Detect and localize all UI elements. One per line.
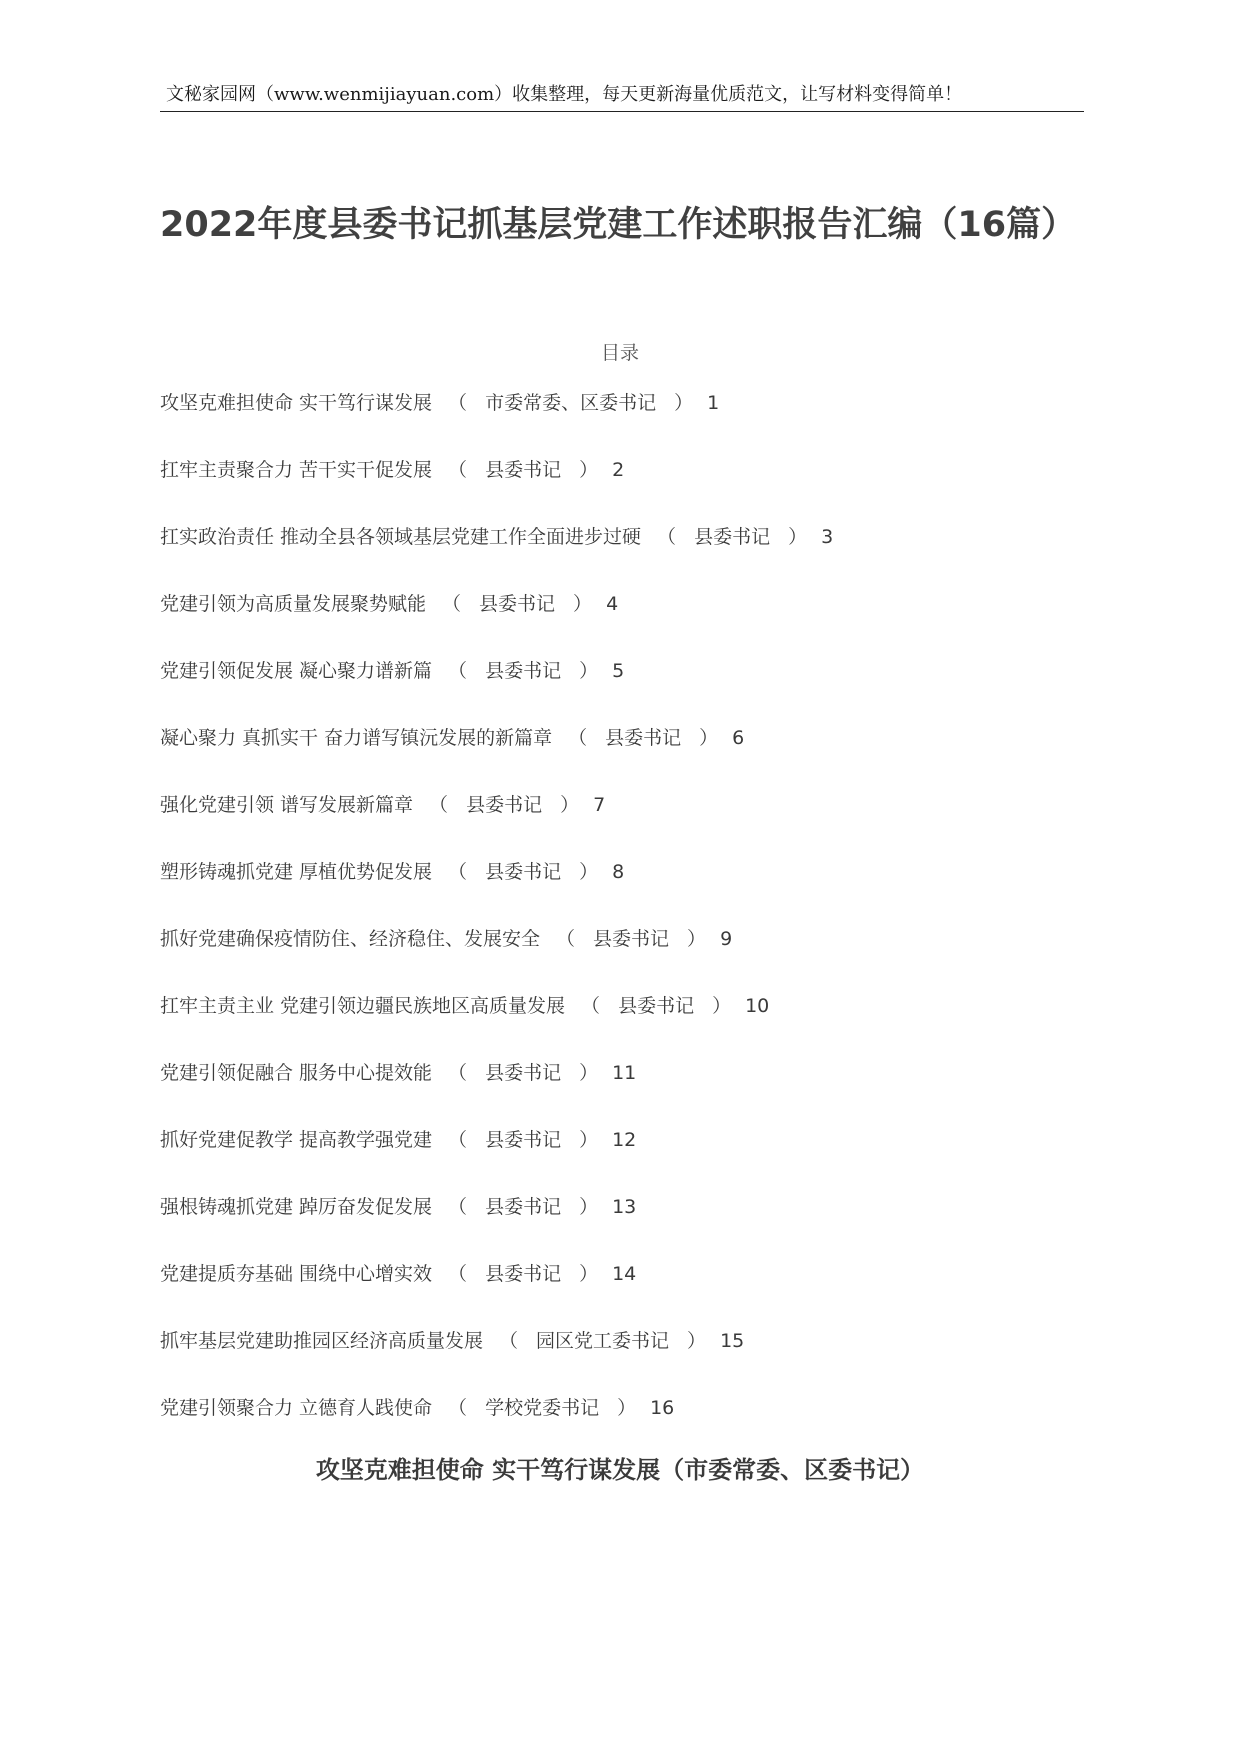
close-paren: ）: [674, 392, 694, 414]
close-paren: ）: [579, 1263, 599, 1285]
toc-entry-page-number: 3: [821, 526, 834, 548]
close-paren: ）: [617, 1397, 637, 1419]
close-paren: ）: [579, 660, 599, 682]
toc-heading: 目录: [600, 342, 639, 364]
toc-entry-role: 县委书记: [618, 995, 695, 1017]
toc-entry-page-number: 8: [612, 861, 625, 883]
open-paren: （: [657, 526, 677, 548]
toc-entry-title: 扛实政治责任 推动全县各领域基层党建工作全面进步过硬: [160, 526, 642, 548]
open-paren: （: [442, 593, 462, 615]
toc-entry-page-number: 4: [606, 593, 619, 615]
toc-entry[interactable]: [160, 1194, 1080, 1261]
open-paren: （: [448, 1062, 468, 1084]
page-header: [160, 84, 1084, 112]
toc-entry[interactable]: [160, 926, 1080, 993]
open-paren: （: [448, 1263, 468, 1285]
header-text: 文秘家园网（www.wenmijiayuan.com）收集整理，每天更新海量优质范文，让写材料变得简单！: [166, 84, 963, 105]
toc-entry-role: 县委书记: [605, 727, 682, 749]
toc-entry-title: 扛牢主责聚合力 苦干实干促发展: [160, 459, 433, 481]
close-paren: ）: [573, 593, 593, 615]
toc-entry-page-number: 15: [720, 1330, 745, 1352]
toc-entry-page-number: 7: [593, 794, 606, 816]
toc-entry-role: 县委书记: [694, 526, 771, 548]
toc-entry-title: 扛牢主责主业 党建引领边疆民族地区高质量发展: [160, 995, 566, 1017]
open-paren: （: [448, 1196, 468, 1218]
toc-entry-title: 党建引领促融合 服务中心提效能: [160, 1062, 433, 1084]
toc-entry-title: 抓牢基层党建助推园区经济高质量发展: [160, 1330, 484, 1352]
open-paren: （: [448, 392, 468, 414]
toc-entry[interactable]: [160, 457, 1080, 524]
toc-entry-role: 县委书记: [593, 928, 670, 950]
toc-entry-role: 县委书记: [485, 1062, 562, 1084]
toc-entry-title: 强化党建引领 谱写发展新篇章: [160, 794, 414, 816]
close-paren: ）: [560, 794, 580, 816]
open-paren: （: [448, 459, 468, 481]
open-paren: （: [581, 995, 601, 1017]
open-paren: （: [429, 794, 449, 816]
toc-entry-title: 党建引领为高质量发展聚势赋能: [160, 593, 427, 615]
toc-entry[interactable]: [160, 792, 1080, 859]
toc-entry-page-number: 11: [612, 1062, 637, 1084]
toc-entry-page-number: 5: [612, 660, 625, 682]
toc-entry-page-number: 9: [720, 928, 733, 950]
close-paren: ）: [788, 526, 808, 548]
toc-entry-role: 县委书记: [485, 1263, 562, 1285]
section-title: 攻坚克难担使命 实干笃行谋发展（市委常委、区委书记）: [315, 1456, 925, 1484]
toc-entry-role: 学校党委书记: [485, 1397, 600, 1419]
open-paren: （: [448, 861, 468, 883]
open-paren: （: [568, 727, 588, 749]
close-paren: ）: [687, 928, 707, 950]
toc-entry-role: 县委书记: [485, 1129, 562, 1151]
toc-entry-role: 园区党工委书记: [536, 1330, 670, 1352]
close-paren: ）: [579, 1062, 599, 1084]
toc-entry-title: 攻坚克难担使命 实干笃行谋发展: [160, 392, 433, 414]
toc-entry-title: 党建引领聚合力 立德育人践使命: [160, 1397, 433, 1419]
toc-entry-role: 县委书记: [485, 861, 562, 883]
toc-entry-title: 塑形铸魂抓党建 厚植优势促发展: [160, 861, 433, 883]
toc-entry-page-number: 6: [732, 727, 745, 749]
toc-entry-page-number: 1: [707, 392, 720, 414]
toc-entry-role: 县委书记: [485, 459, 562, 481]
open-paren: （: [448, 1397, 468, 1419]
toc-entry-page-number: 13: [612, 1196, 637, 1218]
toc-entry[interactable]: [160, 390, 1080, 457]
open-paren: （: [448, 660, 468, 682]
toc-entry[interactable]: [160, 1395, 1080, 1462]
toc-entry-title: 凝心聚力 真抓实干 奋力谱写镇沅发展的新篇章: [160, 727, 553, 749]
toc-entry[interactable]: [160, 1060, 1080, 1127]
open-paren: （: [499, 1330, 519, 1352]
toc-entry-page-number: 16: [650, 1397, 675, 1419]
toc-entry[interactable]: [160, 524, 1080, 591]
toc-entry[interactable]: [160, 1328, 1080, 1395]
toc-entry[interactable]: [160, 1261, 1080, 1328]
close-paren: ）: [579, 459, 599, 481]
close-paren: ）: [579, 1196, 599, 1218]
close-paren: ）: [699, 727, 719, 749]
toc-entry-page-number: 2: [612, 459, 625, 481]
toc-entry-page-number: 10: [745, 995, 770, 1017]
toc-entry-title: 党建引领促发展 凝心聚力谱新篇: [160, 660, 433, 682]
close-paren: ）: [712, 995, 732, 1017]
toc-entry-title: 党建提质夯基础 围绕中心增实效: [160, 1263, 433, 1285]
toc-entry-role: 县委书记: [485, 660, 562, 682]
close-paren: ）: [579, 861, 599, 883]
toc-entry[interactable]: [160, 591, 1080, 658]
toc-entry[interactable]: [160, 993, 1080, 1060]
open-paren: （: [448, 1129, 468, 1151]
document-title: 2022年度县委书记抓基层党建工作述职报告汇编（16篇）: [160, 205, 1077, 245]
toc-entry-role: 县委书记: [466, 794, 543, 816]
toc-entry-role: 县委书记: [479, 593, 556, 615]
toc-entry-role: 县委书记: [485, 1196, 562, 1218]
toc-entry[interactable]: [160, 1127, 1080, 1194]
toc-entry[interactable]: [160, 725, 1080, 792]
toc-entry-page-number: 12: [612, 1129, 637, 1151]
toc-entry[interactable]: [160, 658, 1080, 725]
toc-entry-title: 强根铸魂抓党建 踔厉奋发促发展: [160, 1196, 433, 1218]
toc-entry-role: 市委常委、区委书记: [485, 392, 657, 414]
close-paren: ）: [579, 1129, 599, 1151]
toc-entry-title: 抓好党建促教学 提高教学强党建: [160, 1129, 433, 1151]
table-of-contents: [160, 390, 1080, 1462]
toc-entry[interactable]: [160, 859, 1080, 926]
toc-entry-title: 抓好党建确保疫情防住、经济稳住、发展安全: [160, 928, 541, 950]
toc-entry-page-number: 14: [612, 1263, 637, 1285]
close-paren: ）: [687, 1330, 707, 1352]
open-paren: （: [556, 928, 576, 950]
